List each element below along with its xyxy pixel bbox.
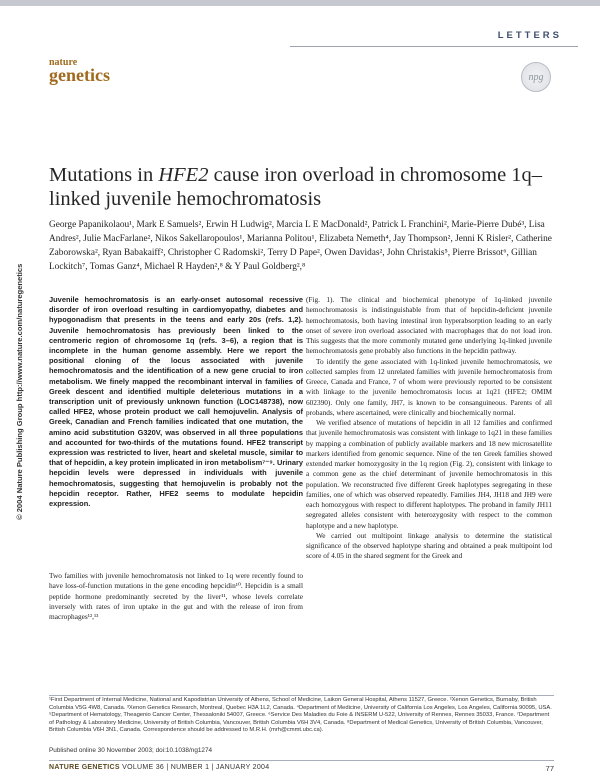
body-text-left: Two families with juvenile hemochromatosis not linked to 1q were recently found to have loss-of-function mutations in the gene encoding hepcidin¹⁰. Hepcidin is a small peptide hormone predominantly secreted by the liver¹¹, whose levels correlate inversely with rates of iron uptake in the gut and with the release of iron from macrophages¹²,¹³ — [49, 571, 303, 622]
published-line: Published online 30 November 2003; doi:10.1038/ng1274 — [49, 747, 213, 754]
footer-rule — [49, 760, 554, 761]
page-number: 77 — [545, 764, 554, 773]
body-text-right — [306, 295, 552, 562]
logo-line-2: genetics — [49, 65, 110, 85]
footnote-rule — [49, 695, 554, 696]
npg-badge: npg — [521, 62, 551, 92]
paragraph: We verified absence of mutations of hepcidin in all 12 families and confirmed that juvenile hemochromatosis was consistent with linkage to 1q21 in these families by mapping a combination of publicly available markers and 18 new microsatellite markers identified from genomic sequence. Nine of the ten Greek families showed extended marker homozygosity in the 1q region (Fig. 2), consistent with linkage to a common gene as the chief determinant of juvenile hemochromatosis in this population. We reconstructed five different Greek haplotypes segregating in these families, one of which was observed repeatedly. Families JH4, JH18 and JH9 were each homozygous with respect to different haplotypes. The proband in family JH11 segregated alleles consistent with heterozygosity with respect to the common haplotype and a new haplotype. — [306, 418, 552, 530]
journal-logo — [49, 58, 110, 84]
footer-journal — [49, 764, 269, 771]
title-part-2: cause iron overload in chromosome 1q–linked juvenile hemochromatosis — [49, 164, 543, 210]
author-list: George Papanikolaou¹, Mark E Samuels², Erwin H Ludwig², Marcia L E MacDonald², Patrick L Franchini², Marie-Pierre Dubé³, Lisa Andres², Julie MacFarlane², Nikos Sakellaropoulos¹, Marianna Politou¹, Elizabeta Nemeth⁴, Jay Thompson², Jenni K Risler², Catherine Zaborowska², Ryan Babakaiff², Christopher C Radomski², Terry D Pape², Owen Davidas², John Christakis⁵, Pierre Brissot⁶, Gillian Lockitch⁷, Tomas Ganz⁴, Michael R Hayden²,⁸ & Y Paul Goldberg²,⁸ — [49, 220, 552, 272]
section-label: LETTERS — [497, 30, 562, 41]
affiliations-footnote: ¹First Department of Internal Medicine, National and Kapodistrian University of Athens, School of Medicine, Laikon General Hospital, Athens 11527, Greece. ²Xenon Genetics, Burnaby, British Columbia V5G 4W8, Canada. ³Xenon Genetics Research, Montreal, Quebec H3A 1L2, Canada. ⁴Department of Medicine, University of California Los Angeles, Los Angeles, California 90095, USA. ⁵Department of Hematology, Theagenio Cancer Center, Thessaloniki 54007, Greece. ⁶Service Des Maladies du Foie & INSERM U-522, University of Rennes, Rennes 35033, France. ⁷Department of Pathology & Laboratory Medicine, University of British Columbia, Vancouver, British Columbia V6H 3V4, Canada. ⁸Department of Medical Genetics, University of British Columbia, Vancouver, British Columbia V6H 3N1, Canada. Correspondence should be addressed to M.R.H. (mrh@cmmt.ubc.ca). — [49, 697, 552, 734]
article-title — [49, 163, 569, 211]
footer-journal-name: NATURE GENETICS — [49, 764, 120, 771]
paragraph: (Fig. 1). The clinical and biochemical phenotype of 1q-linked juvenile hemochromatosis is indistinguishable from that of hepcidin-deficient juvenile hemochromatosis, both having intestinal iron hyperabsorption leading to an early onset of severe iron overload associated with macrophages that do not load iron. This suggests that the more commonly mutated gene underlying 1q-linked juvenile hemochromatosis gene probably also functions in the hepcidin pathway. — [306, 295, 552, 356]
logo-line-1: nature — [49, 57, 78, 68]
paragraph: We carried out multipoint linkage analysis to determine the statistical significance of the observed haplotype sharing and obtained a peak multipoint lod score of 4.05 in the shared segment for the Greek and — [306, 530, 552, 561]
title-part-1: Mutations in — [49, 164, 159, 186]
footer-issue: VOLUME 36 | NUMBER 1 | JANUARY 2004 — [119, 764, 270, 771]
abstract: Juvenile hemochromatosis is an early-onset autosomal recessive disorder of iron overload resulting in cardiomyopathy, diabetes and hypogonadism that presents in the teens and early 20s (refs. 1,2). Juvenile hemochromatosis has previously been linked to the centromeric region of chromosome 1q (refs. 3–6), a region that is incomplete in the human genome assembly. Here we report the positional cloning of the locus associated with juvenile hemochromatosis and the identification of a new gene crucial to iron metabolism. We finely mapped the recombinant interval in families of Greek descent and identified multiple deleterious mutations in a transcription unit of previously unknown function (LOC148738), now called HFE2, whose protein product we call hemojuvelin. Analysis of Greek, Canadian and French families indicated that one mutation, the amino acid substitution G320V, was observed in all three populations and accounted for two-thirds of the mutations found. HFE2 transcript expression was restricted to liver, heart and skeletal muscle, similar to that of hepcidin, a key protein implicated in iron metabolism⁷⁻⁹. Urinary hepcidin levels were depressed in individuals with juvenile hemochromatosis, suggesting that hemojuvelin is probably not the hepcidin receptor. Rather, HFE2 seems to modulate hepcidin expression. — [49, 295, 303, 509]
top-color-band — [0, 0, 600, 6]
side-credit-text: © 2004 Nature Publishing Group http://www.nature.com/naturegenetics — [15, 263, 24, 520]
paragraph: To identify the gene associated with 1q-linked juvenile hemochromatosis, we collected samples from 12 unrelated families with juvenile hemochromatosis from Greece, Canada and France, 7 of whom were previously reported to be consistent with linkage to the juvenile hemochromatosis locus at 1q21 (HFE2; OMIM 602390). Only one family, JH7, is known to be consanguineous. Parents of all probands, where ascertained, were clinically and biochemically normal. — [306, 356, 552, 417]
title-gene: HFE2 — [158, 164, 209, 186]
section-rule — [290, 46, 578, 47]
side-credit — [15, 263, 24, 522]
